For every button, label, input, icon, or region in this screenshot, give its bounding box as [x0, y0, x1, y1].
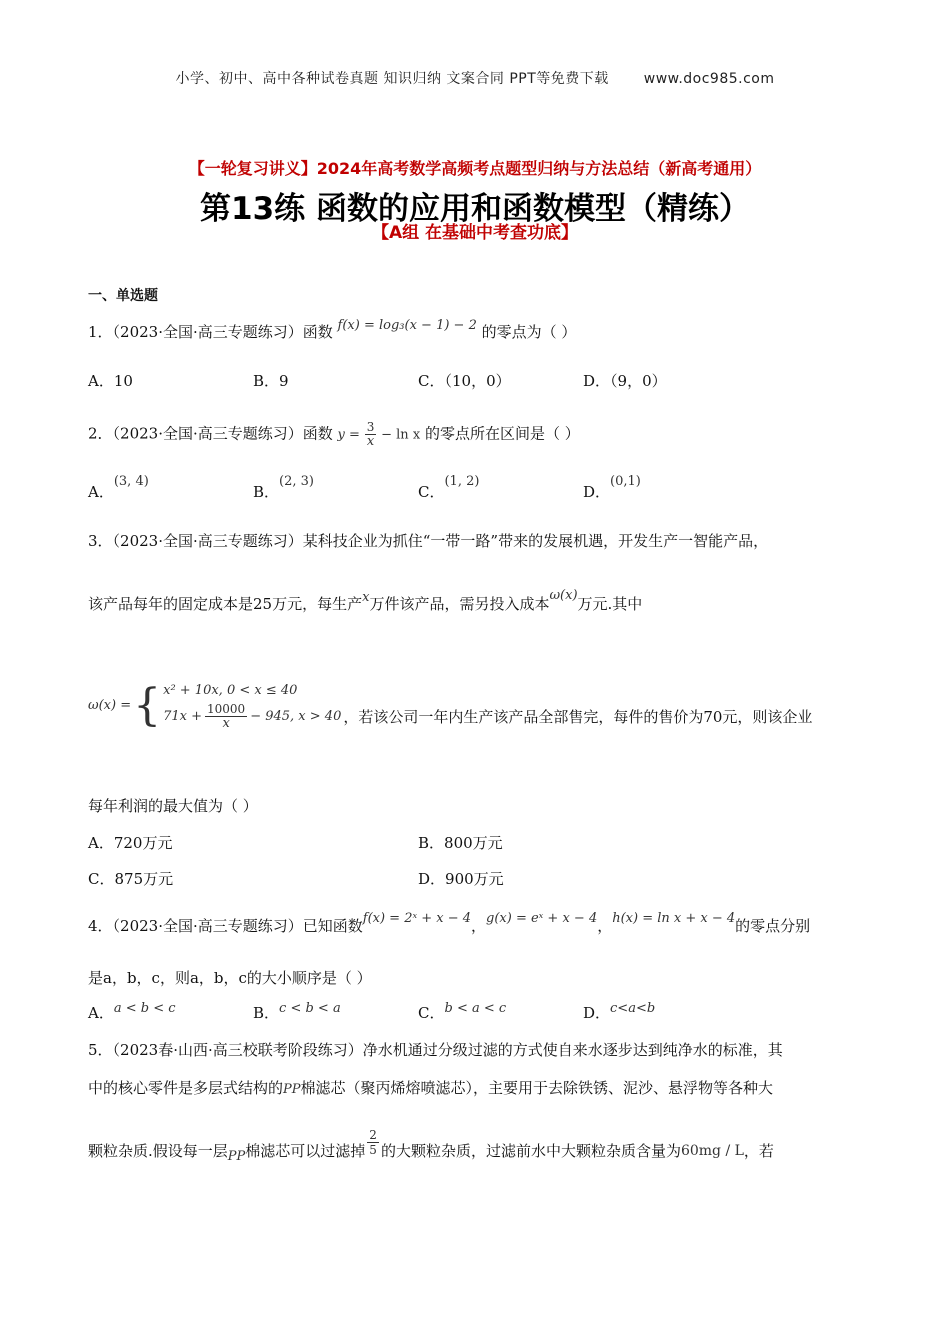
- q3-line-4: 每年利润的最大值为（ ）: [88, 797, 258, 815]
- q4-sep-2: ，: [597, 917, 613, 935]
- q3-case-2: [163, 702, 812, 731]
- q3-case-2a: 71x +: [163, 709, 203, 724]
- q1-formula: f(x) = log₃(x − 1) − 2: [337, 318, 477, 333]
- q5-line-2: [88, 1078, 773, 1100]
- q5-line2a: 中的核心零件是多层式结构的: [88, 1079, 284, 1097]
- q3-frac-den: x: [222, 716, 230, 731]
- q4-g: g(x) = eˣ + x − 4: [486, 911, 598, 926]
- q1-suffix: 的零点为（ ）: [481, 323, 577, 341]
- q2-label-a: A．: [88, 483, 114, 501]
- q1-option-d: D．（9，0）: [583, 372, 667, 390]
- q3-frac-num: 10000: [207, 702, 246, 716]
- question-4: [88, 911, 811, 938]
- q5-pp2: PP: [227, 1148, 246, 1164]
- q2-option-c: [418, 474, 480, 504]
- q4-suffix: 的零点分别: [735, 917, 811, 935]
- q3-line-2: [88, 588, 643, 616]
- q3-line2c: 万元.其中: [577, 595, 643, 613]
- q5-frac-den: 5: [369, 1143, 377, 1157]
- q3-var-x: x: [362, 590, 370, 605]
- q4-value-d: c<a<b: [610, 1001, 656, 1016]
- q1-option-b: B．9: [253, 372, 289, 390]
- q4-f: f(x) = 2ˣ + x − 4: [362, 911, 472, 926]
- q4-option-a: [88, 1003, 176, 1025]
- q3-option-a: A．720万元: [88, 834, 173, 852]
- question-2: [88, 420, 580, 449]
- q5-frac-num: 2: [369, 1128, 377, 1142]
- q3-case-2-frac: [205, 702, 247, 731]
- q3-option-c: C．875万元: [88, 870, 174, 888]
- q5-amount: 60mg / L: [680, 1142, 744, 1159]
- brace-icon: {: [133, 679, 162, 731]
- subtitle: 【一轮复习讲义】2024年高考数学高频考点题型归纳与方法总结（新高考通用）: [188, 159, 762, 178]
- q5-pp: PP: [283, 1082, 301, 1097]
- q4-prefix: 4．（2023·全国·高三专题练习）已知函数: [88, 917, 363, 935]
- q3-option-d: D．900万元: [418, 870, 504, 888]
- q2-value-d: (0,1): [610, 474, 641, 489]
- q4-sep-1: ，: [471, 917, 487, 935]
- q3-line-1: 3．（2023·全国·高三专题练习）某科技企业为抓住“一带一路”带来的发展机遇，开发生产一智能产品，: [88, 532, 769, 550]
- page-title: 第13练 函数的应用和函数模型（精练）: [200, 191, 750, 227]
- section-heading: 一、单选题: [88, 288, 158, 304]
- header-site[interactable]: www.doc985.com: [643, 71, 775, 87]
- q1-option-c: C．（10，0）: [418, 372, 511, 390]
- q2-frac-den: x: [366, 434, 375, 449]
- q3-line2b: 万件该产品，需另投入成本: [369, 595, 550, 613]
- q3-cases: [163, 680, 812, 731]
- q5-line2b: 棉滤芯（聚丙烯熔喷滤芯），主要用于去除铁锈、泥沙、悬浮物等各种大: [300, 1079, 774, 1097]
- q4-label-b: B．: [253, 1004, 280, 1022]
- q2-prefix: 2．（2023·全国·高三专题练习）函数: [88, 424, 333, 443]
- q1-option-a: A．10: [88, 372, 133, 390]
- q2-label-c: C．: [418, 483, 445, 501]
- q2-label-d: D．: [583, 483, 611, 501]
- q4-value-b: c < b < a: [279, 1001, 341, 1016]
- q5-fraction: [367, 1128, 379, 1157]
- q3-option-b: B．800万元: [418, 834, 503, 852]
- q2-value-c: (1, 2): [444, 474, 480, 489]
- q4-label-d: D．: [583, 1004, 611, 1022]
- q2-suffix: 的零点所在区间是（ ）: [424, 424, 580, 443]
- question-1: [88, 318, 577, 344]
- q5-line3c: 的大颗粒杂质，过滤前水中大颗粒杂质含量为: [380, 1141, 681, 1160]
- q4-option-b: [253, 1003, 341, 1025]
- q3-line2a: 该产品每年的固定成本是25万元，每生产: [88, 595, 363, 613]
- q2-value-a: (3, 4): [113, 474, 149, 489]
- q2-value-b: (2, 3): [279, 474, 314, 489]
- q2-label-b: B．: [253, 483, 280, 501]
- q2-option-b: [253, 474, 314, 504]
- q2-fraction: [365, 420, 377, 449]
- q3-case-1: x² + 10x, 0 < x ≤ 40: [163, 683, 298, 698]
- q4-line-2: 是a，b，c，则a，b，c的大小顺序是（ ）: [88, 969, 372, 987]
- q3-omega: ω(x): [549, 588, 578, 603]
- q3-piece-lhs: ω(x) =: [88, 698, 132, 713]
- q3-piecewise: [88, 680, 812, 731]
- q5-line3b: 棉滤芯可以过滤掉: [245, 1141, 366, 1160]
- q4-h: h(x) = ln x + x − 4: [612, 911, 736, 926]
- q2-formula-tail: − ln x: [381, 427, 421, 443]
- q4-value-a: a < b < c: [113, 1001, 176, 1016]
- q2-frac-num: 3: [366, 420, 375, 434]
- q4-label-c: C．: [418, 1004, 445, 1022]
- q5-line3d: ，若: [743, 1141, 774, 1160]
- q2-option-d: [583, 474, 641, 504]
- page-header: [0, 68, 950, 88]
- q1-prefix: 1．（2023·全国·高三专题练习）函数: [88, 323, 333, 341]
- q5-line-1: 5．（2023春·山西·高三校联考阶段练习）净水机通过分级过滤的方式使自来水逐步达到纯净水的标准，其: [88, 1041, 783, 1059]
- q3-line-3: ，若该公司一年内生产该产品全部售完，每件的售价为70元，则该企业: [343, 707, 813, 726]
- group-heading: 【A组 在基础中考查功底】: [371, 223, 579, 243]
- q4-value-c: b < a < c: [444, 1001, 507, 1016]
- q4-label-a: A．: [88, 1004, 114, 1022]
- q5-line3a: 颗粒杂质.假设每一层: [88, 1141, 228, 1160]
- q4-option-d: [583, 1003, 655, 1025]
- q2-formula-y: y =: [337, 427, 360, 443]
- q2-option-a: [88, 474, 149, 504]
- q3-case-2b: − 945, x > 40: [250, 709, 342, 724]
- header-text: 小学、初中、高中各种试卷真题 知识归纳 文案合同 PPT等免费下载: [175, 71, 609, 87]
- q4-option-c: [418, 1003, 506, 1025]
- q5-line-3: [88, 1128, 774, 1165]
